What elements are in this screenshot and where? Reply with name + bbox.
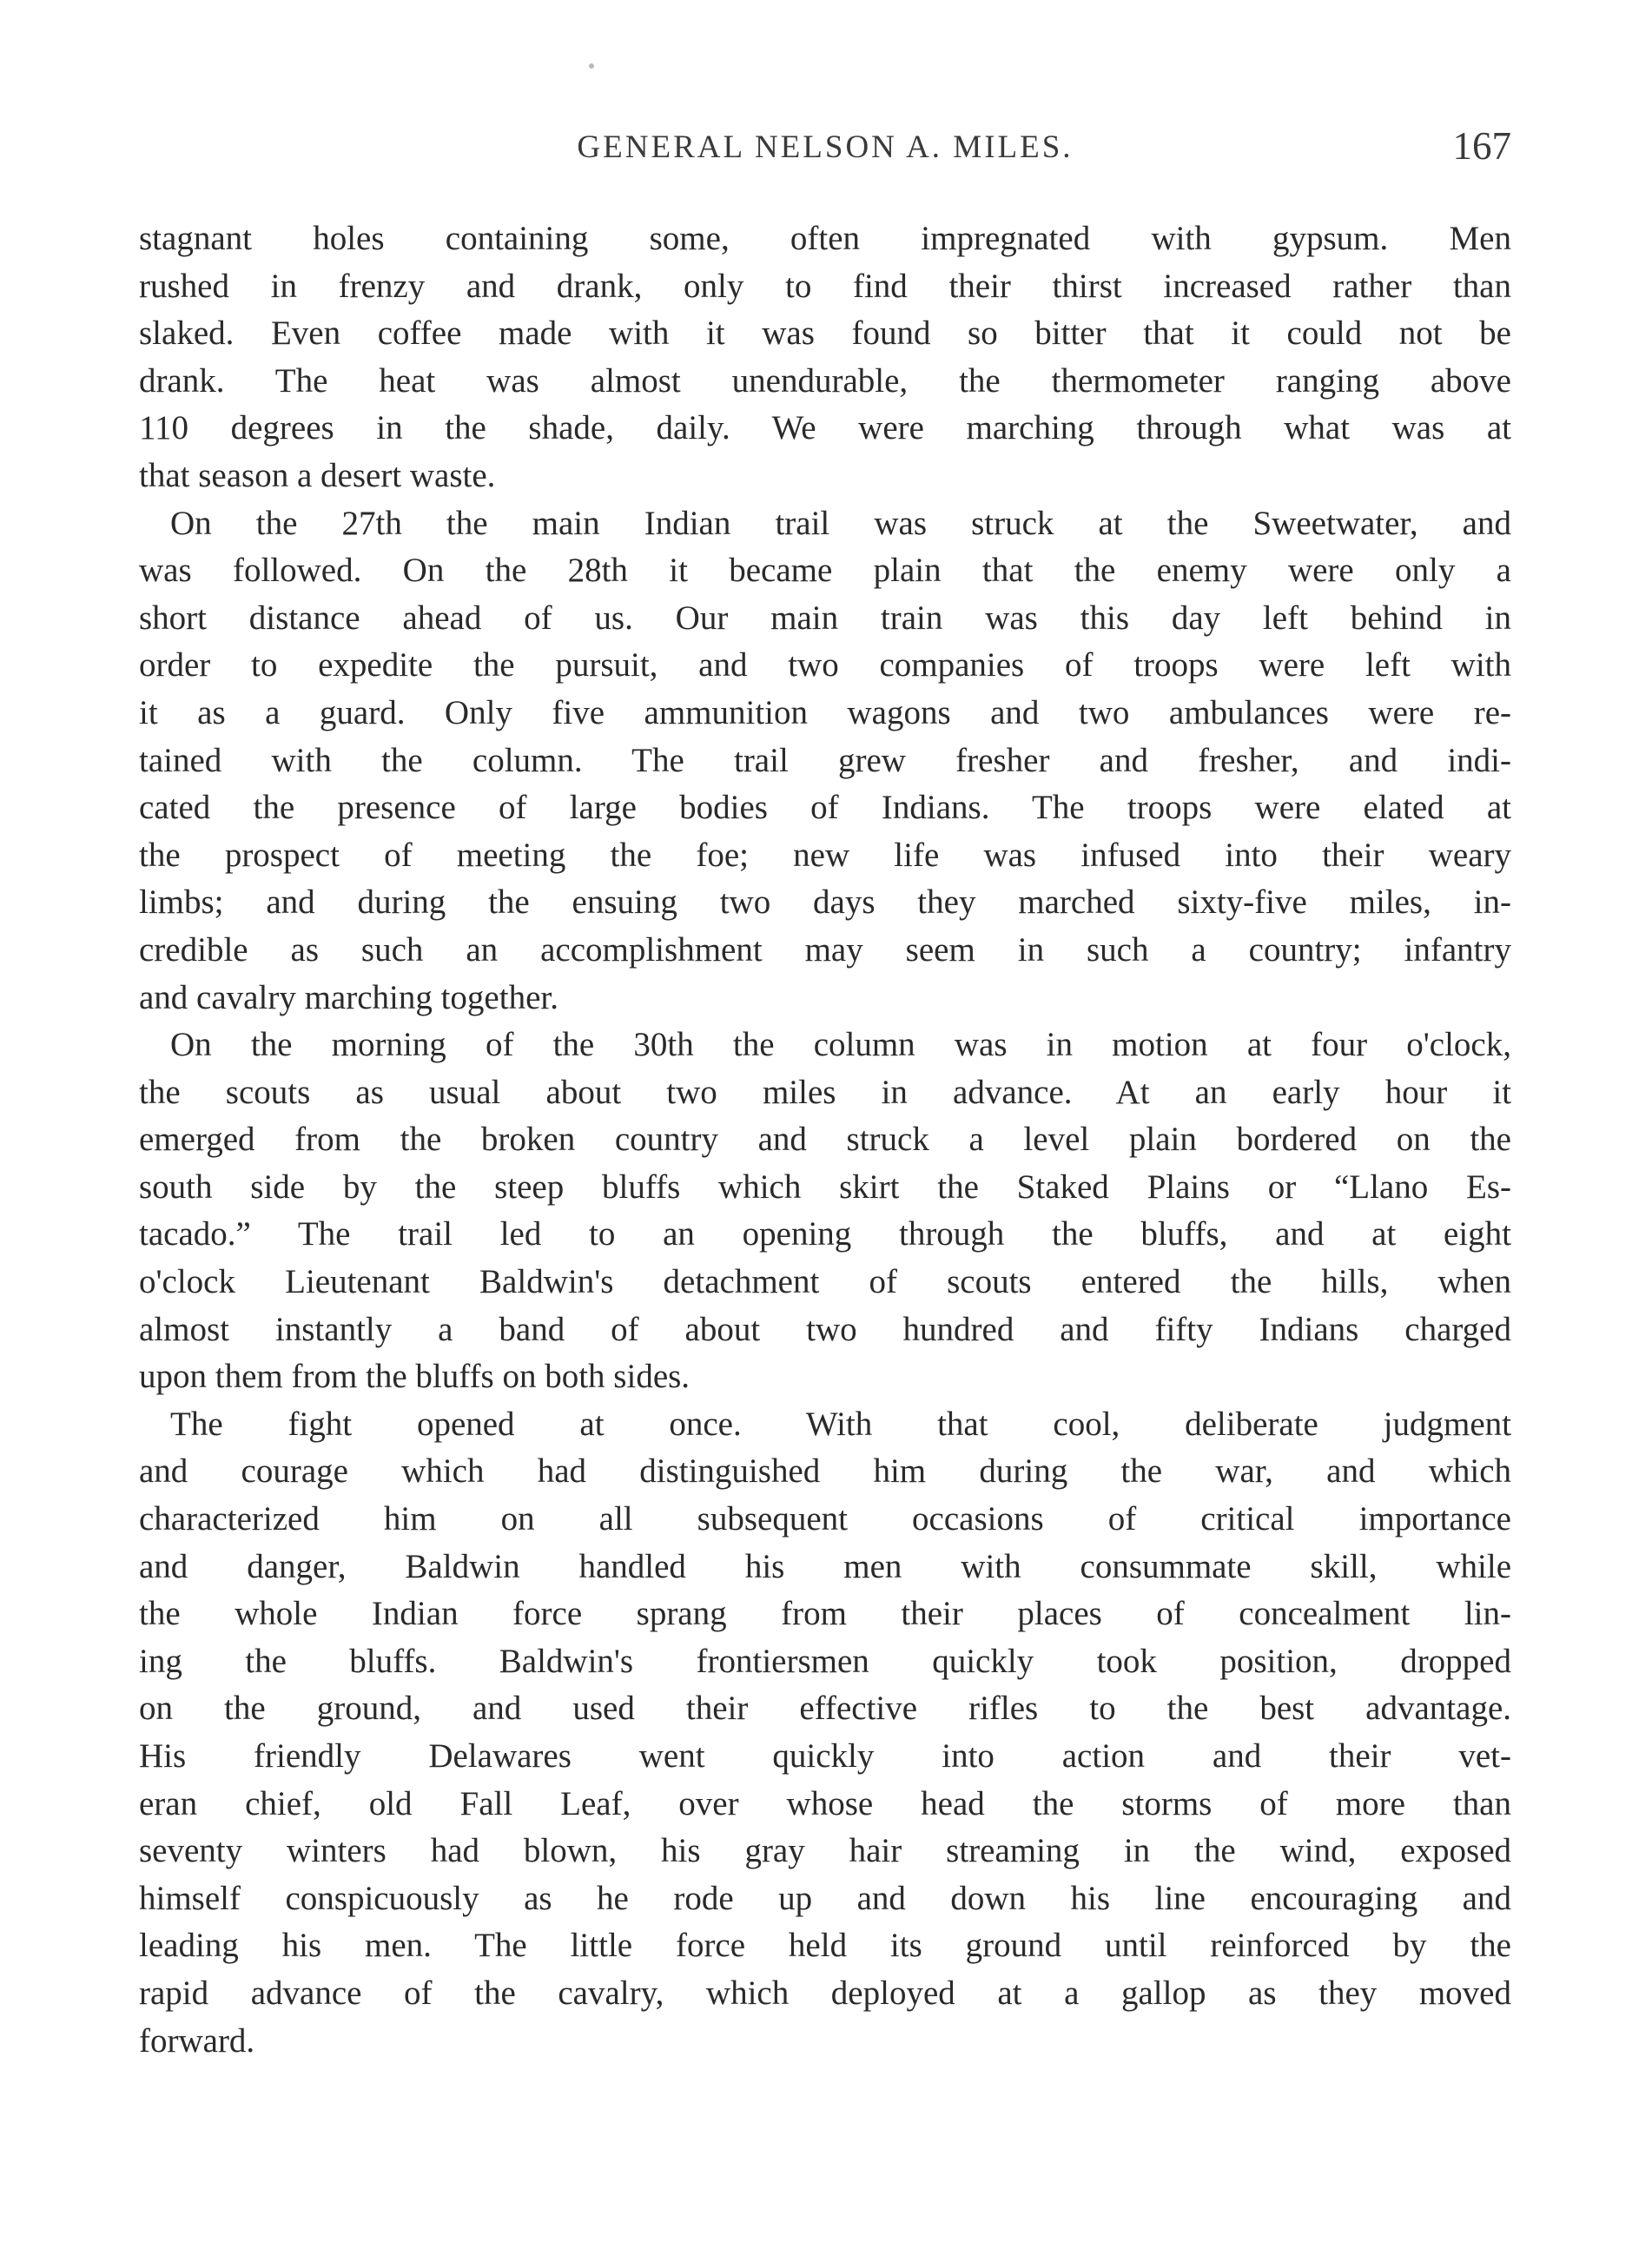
text-line: almost instantly a band of about two hundred and fifty Indians charged	[139, 1310, 1511, 1348]
text-line: credible as such an accomplishment may seem in such a country; infantry	[139, 930, 1511, 969]
text-line: tacado.” The trail led to an opening through the bluffs, and at eight	[139, 1215, 1511, 1253]
paragraph	[139, 500, 1511, 1022]
text-line: drank. The heat was almost unendurable, the thermometer ranging above	[139, 361, 1511, 400]
text-line: forward.	[139, 2021, 255, 2060]
text-line: the scouts as usual about two miles in advance. At an early hour it	[139, 1073, 1511, 1111]
running-title: GENERAL NELSON A. MILES.	[577, 129, 1074, 165]
text-line: 110 degrees in the shade, daily. We were marching through what was at	[139, 409, 1511, 447]
text-line: emerged from the broken country and struck a level plain bordered on the	[139, 1121, 1511, 1159]
page-number: 167	[1452, 124, 1511, 168]
paragraph	[139, 1401, 1511, 2065]
text-line: tained with the column. The trail grew fresher and fresher, and indi-	[139, 741, 1511, 779]
text-line: eran chief, old Fall Leaf, over whose head the storms of more than	[139, 1784, 1511, 1822]
paragraph	[139, 215, 1511, 500]
text-line: rapid advance of the cavalry, which deployed at a gallop as they moved	[139, 1974, 1511, 2012]
text-line: the whole Indian force sprang from their places of concealment lin-	[139, 1595, 1511, 1633]
text-line: it as a guard. Only five ammunition wagons and two ambulances were re-	[139, 693, 1511, 731]
paragraph	[139, 1022, 1511, 1401]
text-line: On the morning of the 30th the column was in motion at four o'clock,	[170, 1026, 1511, 1064]
running-head	[139, 122, 1511, 174]
text-line: upon them from the bluffs on both sides.	[139, 1358, 691, 1396]
text-line: His friendly Delawares went quickly into action and their vet-	[139, 1737, 1511, 1775]
ink-speck	[589, 63, 594, 69]
text-line: on the ground, and used their effective rifles to the best advantage.	[139, 1690, 1511, 1728]
text-line: leading his men. The little force held its ground until reinforced by the	[139, 1927, 1511, 1965]
text-line: ing the bluffs. Baldwin's frontiersmen quickly took position, dropped	[139, 1642, 1511, 1680]
text-line: short distance ahead of us. Our main train was this day left behind in	[139, 599, 1511, 637]
text-line: characterized him on all subsequent occasions of critical importance	[139, 1500, 1511, 1538]
text-line: rushed in frenzy and drank, only to find their thirst increased rather than	[139, 267, 1511, 305]
text-line: south side by the steep bluffs which skirt the Staked Plains or “Llano Es-	[139, 1167, 1511, 1206]
text-line: limbs; and during the ensuing two days they marched sixty-five miles, in-	[139, 883, 1511, 922]
text-line: was followed. On the 28th it became plain that the enemy were only a	[139, 552, 1511, 590]
text-line: himself conspicuously as he rode up and down his line encouraging and	[139, 1879, 1511, 1917]
text-line: stagnant holes containing some, often impregnated with gypsum. Men	[139, 220, 1511, 257]
text-line: and danger, Baldwin handled his men with consummate skill, while	[139, 1547, 1511, 1585]
body-text	[139, 215, 1511, 2065]
text-line: slaked. Even coffee made with it was found so bitter that it could not be	[139, 314, 1511, 353]
text-line: and courage which had distinguished him during the war, and which	[139, 1452, 1511, 1491]
text-line: seventy winters had blown, his gray hair streaming in the wind, exposed	[139, 1832, 1511, 1870]
text-line: o'clock Lieutenant Baldwin's detachment of scouts entered the hills, when	[139, 1263, 1511, 1301]
text-line: and cavalry marching together.	[139, 978, 558, 1016]
text-line: cated the presence of large bodies of Indians. The troops were elated at	[139, 789, 1511, 827]
text-line: order to expedite the pursuit, and two companies of troops were left with	[139, 646, 1511, 685]
text-line: that season a desert waste.	[139, 456, 496, 494]
text-line: On the 27th the main Indian trail was struck at the Sweetwater, and	[170, 504, 1511, 542]
text-line: The fight opened at once. With that cool, deliberate judgment	[170, 1405, 1511, 1443]
text-line: the prospect of meeting the foe; new life was infused into their weary	[139, 836, 1511, 874]
